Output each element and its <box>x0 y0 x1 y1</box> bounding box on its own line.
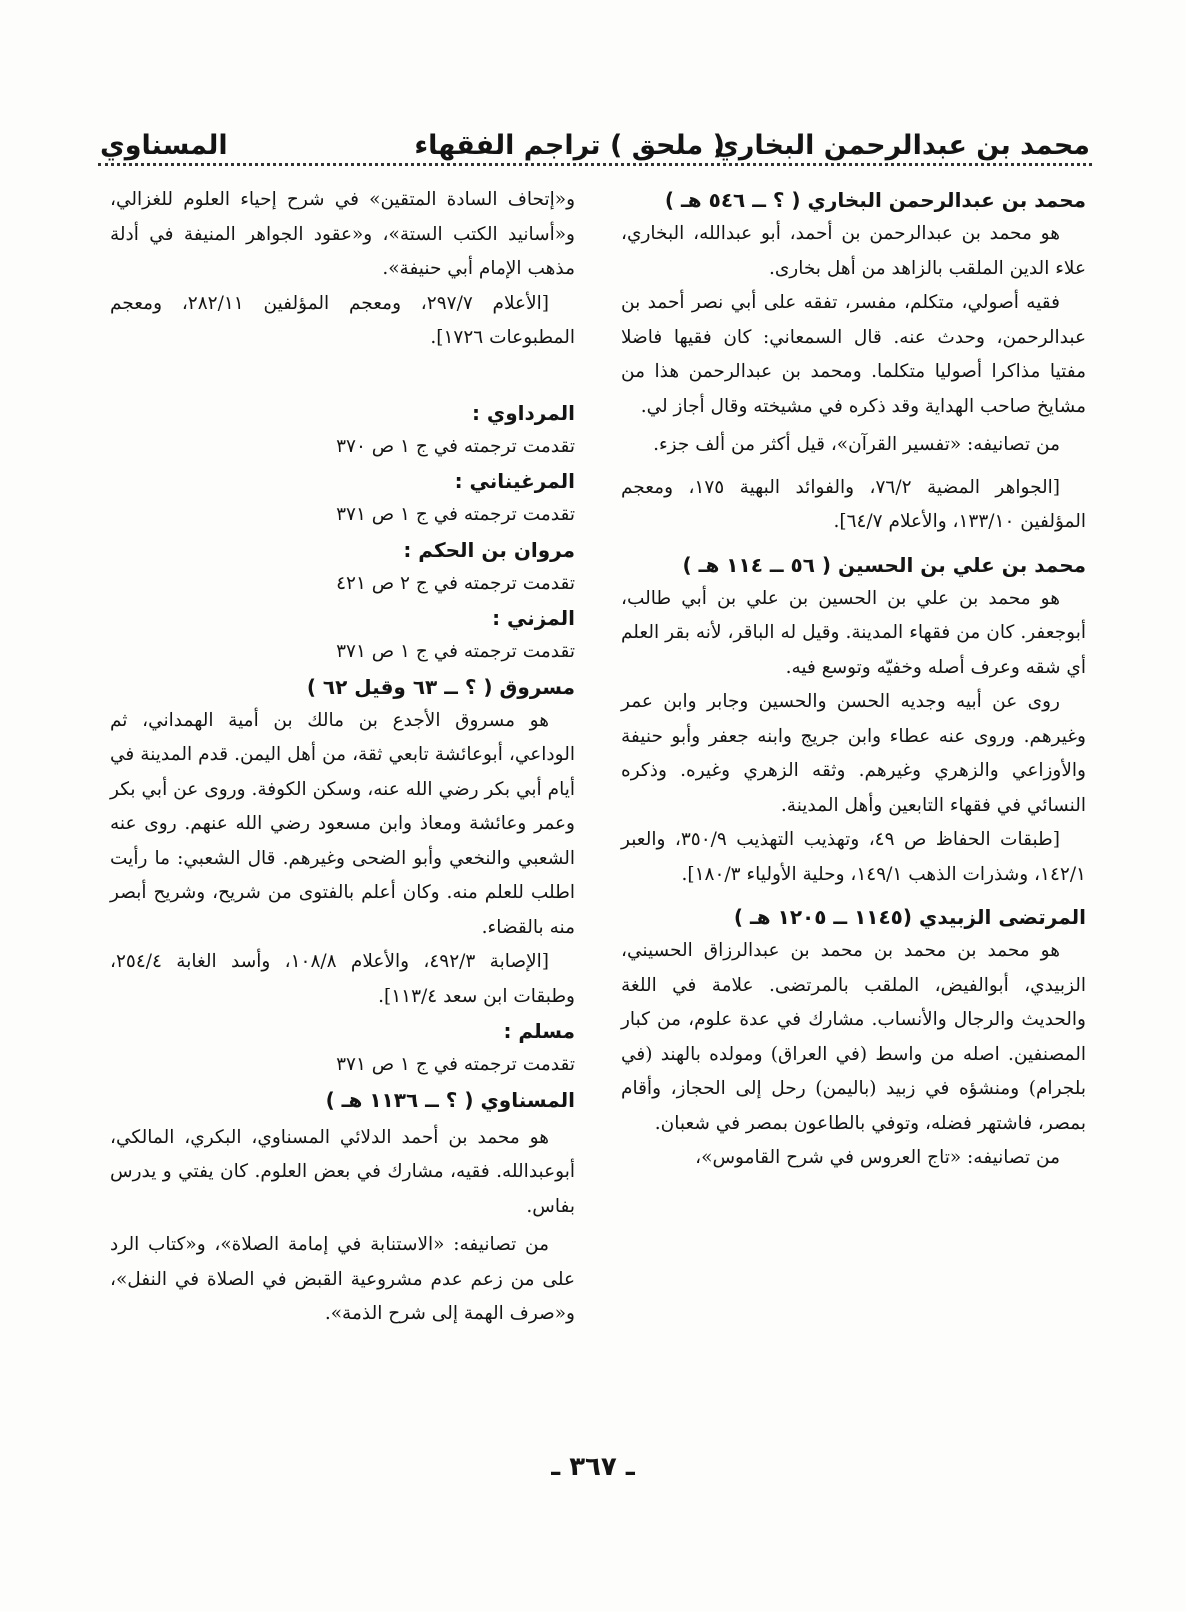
entry-paragraph: هو محمد بن أحمد الدلائي المسناوي، البكري، المالكي، أبوعبدالله. فقيه، مشارك في بعض العلوم. كان يفتي و يدرس بفاس. <box>110 1126 575 1217</box>
entry-paragraph: هو مسروق الأجدع بن مالك بن أمية الهمداني، ثم الوداعي، أبوعائشة تابعي ثقة، من أهل اليمن. قدم المدينة في أيام أبي بكر رضي الله عنه، وسكن الكوفة. وروى عن أبي بكر وعمر وعائشة ومعاذ وابن مسعود رضي الله عنهم. روى عنه الشعبي والنخعي وأبو الضحى وغيرهم. قال الشعبي: ما رأيت اطلب للعلم منه. وكان أعلم بالفتوى من شريح، وشريح أبصر منه بالقضاء. <box>110 709 575 938</box>
entry-paragraph: هو محمد بن علي بن الحسين بن علي بن أبي طالب، أبوجعفر. كان من فقهاء المدينة. وقيل له الباقر، لأنه بقر العلم أي شقه وعرف أصله وخفيّه وتوسع فيه. <box>621 587 1086 678</box>
xref-name: مسلم : <box>503 1019 575 1043</box>
header-book-title: ( ملحق ) تراجم الفقهاء <box>414 130 725 161</box>
entry-title-baqir: محمد بن علي بن الحسين ( ٥٦ ــ ١١٤ هـ ) <box>682 552 1086 577</box>
entry-title-masruq: مسروق ( ؟ ــ ٦٣ وقيل ٦٢ ) <box>306 674 575 699</box>
xref-pointer: تقدمت ترجمته في ج ١ ص ٣٧٠ <box>336 435 575 457</box>
entry-works: من تصانيفه: «تفسير القرآن»، قيل أكثر من ألف جزء. <box>653 434 1060 455</box>
header-entry-title: محمد بن عبدالرحمن البخاري <box>714 130 1090 161</box>
entry-works: من تصانيفه: «الاستنابة في إمامة الصلاة»، و«كتاب الرد على من زعم عدم مشروعية القبض في الصلاة في النفل»، و«صرف الهمة إلى شرح الذمة». <box>110 1234 575 1324</box>
entry-paragraph: فقيه أصولي، متكلم، مفسر، تفقه على أبي نصر أحمد بن عبدالرحمن، وحدث عنه. قال السمعاني: كان فقيها فاضلا مفتيا مذاكرا أصوليا متكلما. ومحمد بن عبدالرحمن هذا من مشايخ صاحب الهداية وقد ذكره في مشيخته وقال أجاز لي. <box>621 292 1086 417</box>
xref-pointer: تقدمت ترجمته في ج ١ ص ٣٧١ <box>336 504 575 525</box>
xref-name: مروان بن الحكم : <box>403 537 575 562</box>
entry-works-continued: و«إتحاف السادة المتقين» في شرح إحياء العلوم للغزالي، و«أسانيد الكتب الستة»، و«عقود الجواهر المنيفة في أدلة مذهب الإمام أبي حنيفة». <box>110 189 575 279</box>
header-last-entry: المسناوي <box>100 130 228 161</box>
xref-pointer: تقدمت ترجمته في ج ١ ص ٣٧١ <box>336 1054 575 1075</box>
page-number: ـ ٣٦٧ ـ <box>551 1452 635 1482</box>
right-column <box>621 183 1086 1176</box>
entry-title-misnawi: المسناوي ( ؟ ــ ١١٣٦ هـ ) <box>325 1087 575 1112</box>
xref-pointer: تقدمت ترجمته في ج ١ ص ٣٧١ <box>336 641 575 662</box>
entry-references: [الأعلام ٢٩٧/٧، ومعجم المؤلفين ٢٨٢/١١، ومعجم المطبوعات ١٧٢٦]. <box>110 292 575 348</box>
entry-paragraph: هو محمد بن محمد بن محمد بن عبدالرزاق الحسيني، الزبيدي، أبوالفيض، الملقب بالمرتضى. علامة في اللغة والحديث والرجال والأنساب. مشارك في عدة علوم، من كبار المصنفين. اصله من واسط (في العراق) ومولده بالهند (في بلجرام) ومنشؤه في زبيد (باليمن) رحل إلى الحجاز، وأقام بمصر، فاشتهر فضله، وتوفي بالطاعون بمصر في شعبان. <box>621 940 1086 1134</box>
xref-name: المرغيناني : <box>454 469 575 493</box>
entry-references: [طبقات الحفاظ ص ٤٩، وتهذيب التهذيب ٣٥٠/٩، والعبر ١٤٢/١، وشذرات الذهب ١٤٩/١، وحلية الأولياء ١٨٠/٣]. <box>621 829 1086 885</box>
entry-works: من تصانيفه: «تاج العروس في شرح القاموس»، <box>695 1147 1060 1168</box>
entry-paragraph: هو محمد بن عبدالرحمن بن أحمد، أبو عبدالله، البخاري، علاء الدين الملقب بالزاهد من أهل بخارى. <box>621 223 1086 279</box>
entry-title-zabidi: المرتضى الزبيدي (١١٤٥ ــ ١٢٠٥ هـ ) <box>733 905 1086 929</box>
entry-references: [الجواهر المضية ٧٦/٢، والفوائد البهية ١٧٥، ومعجم المؤلفين ١٣٣/١٠، والأعلام ٦٤/٧]. <box>621 476 1086 532</box>
xref-name: المرداوي : <box>471 400 575 425</box>
entry-references: [الإصابة ٤٩٢/٣، والأعلام ١٠٨/٨، وأسد الغابة ٢٥٤/٤، وطبقات ابن سعد ١١٣/٤]. <box>110 951 575 1007</box>
xref-pointer: تقدمت ترجمته في ج ٢ ص ٤٢١ <box>336 572 575 594</box>
left-column <box>110 183 575 1332</box>
header-dotted-divider <box>98 163 1092 166</box>
entry-title-bukhari: محمد بن عبدالرحمن البخاري ( ؟ ــ ٥٤٦ هـ ) <box>664 188 1086 212</box>
xref-name: المزني : <box>492 606 575 630</box>
entry-paragraph: روى عن أبيه وجديه الحسن والحسين وجابر وابن عمر وغيرهم. وروى عنه عطاء وابن جريج وابنه جعفر وأبو حنيفة والأوزاعي والزهري وغيرهم. وثقه الزهري وغيره. وذكره النسائي في فقهاء التابعين وأهل المدينة. <box>621 691 1086 816</box>
